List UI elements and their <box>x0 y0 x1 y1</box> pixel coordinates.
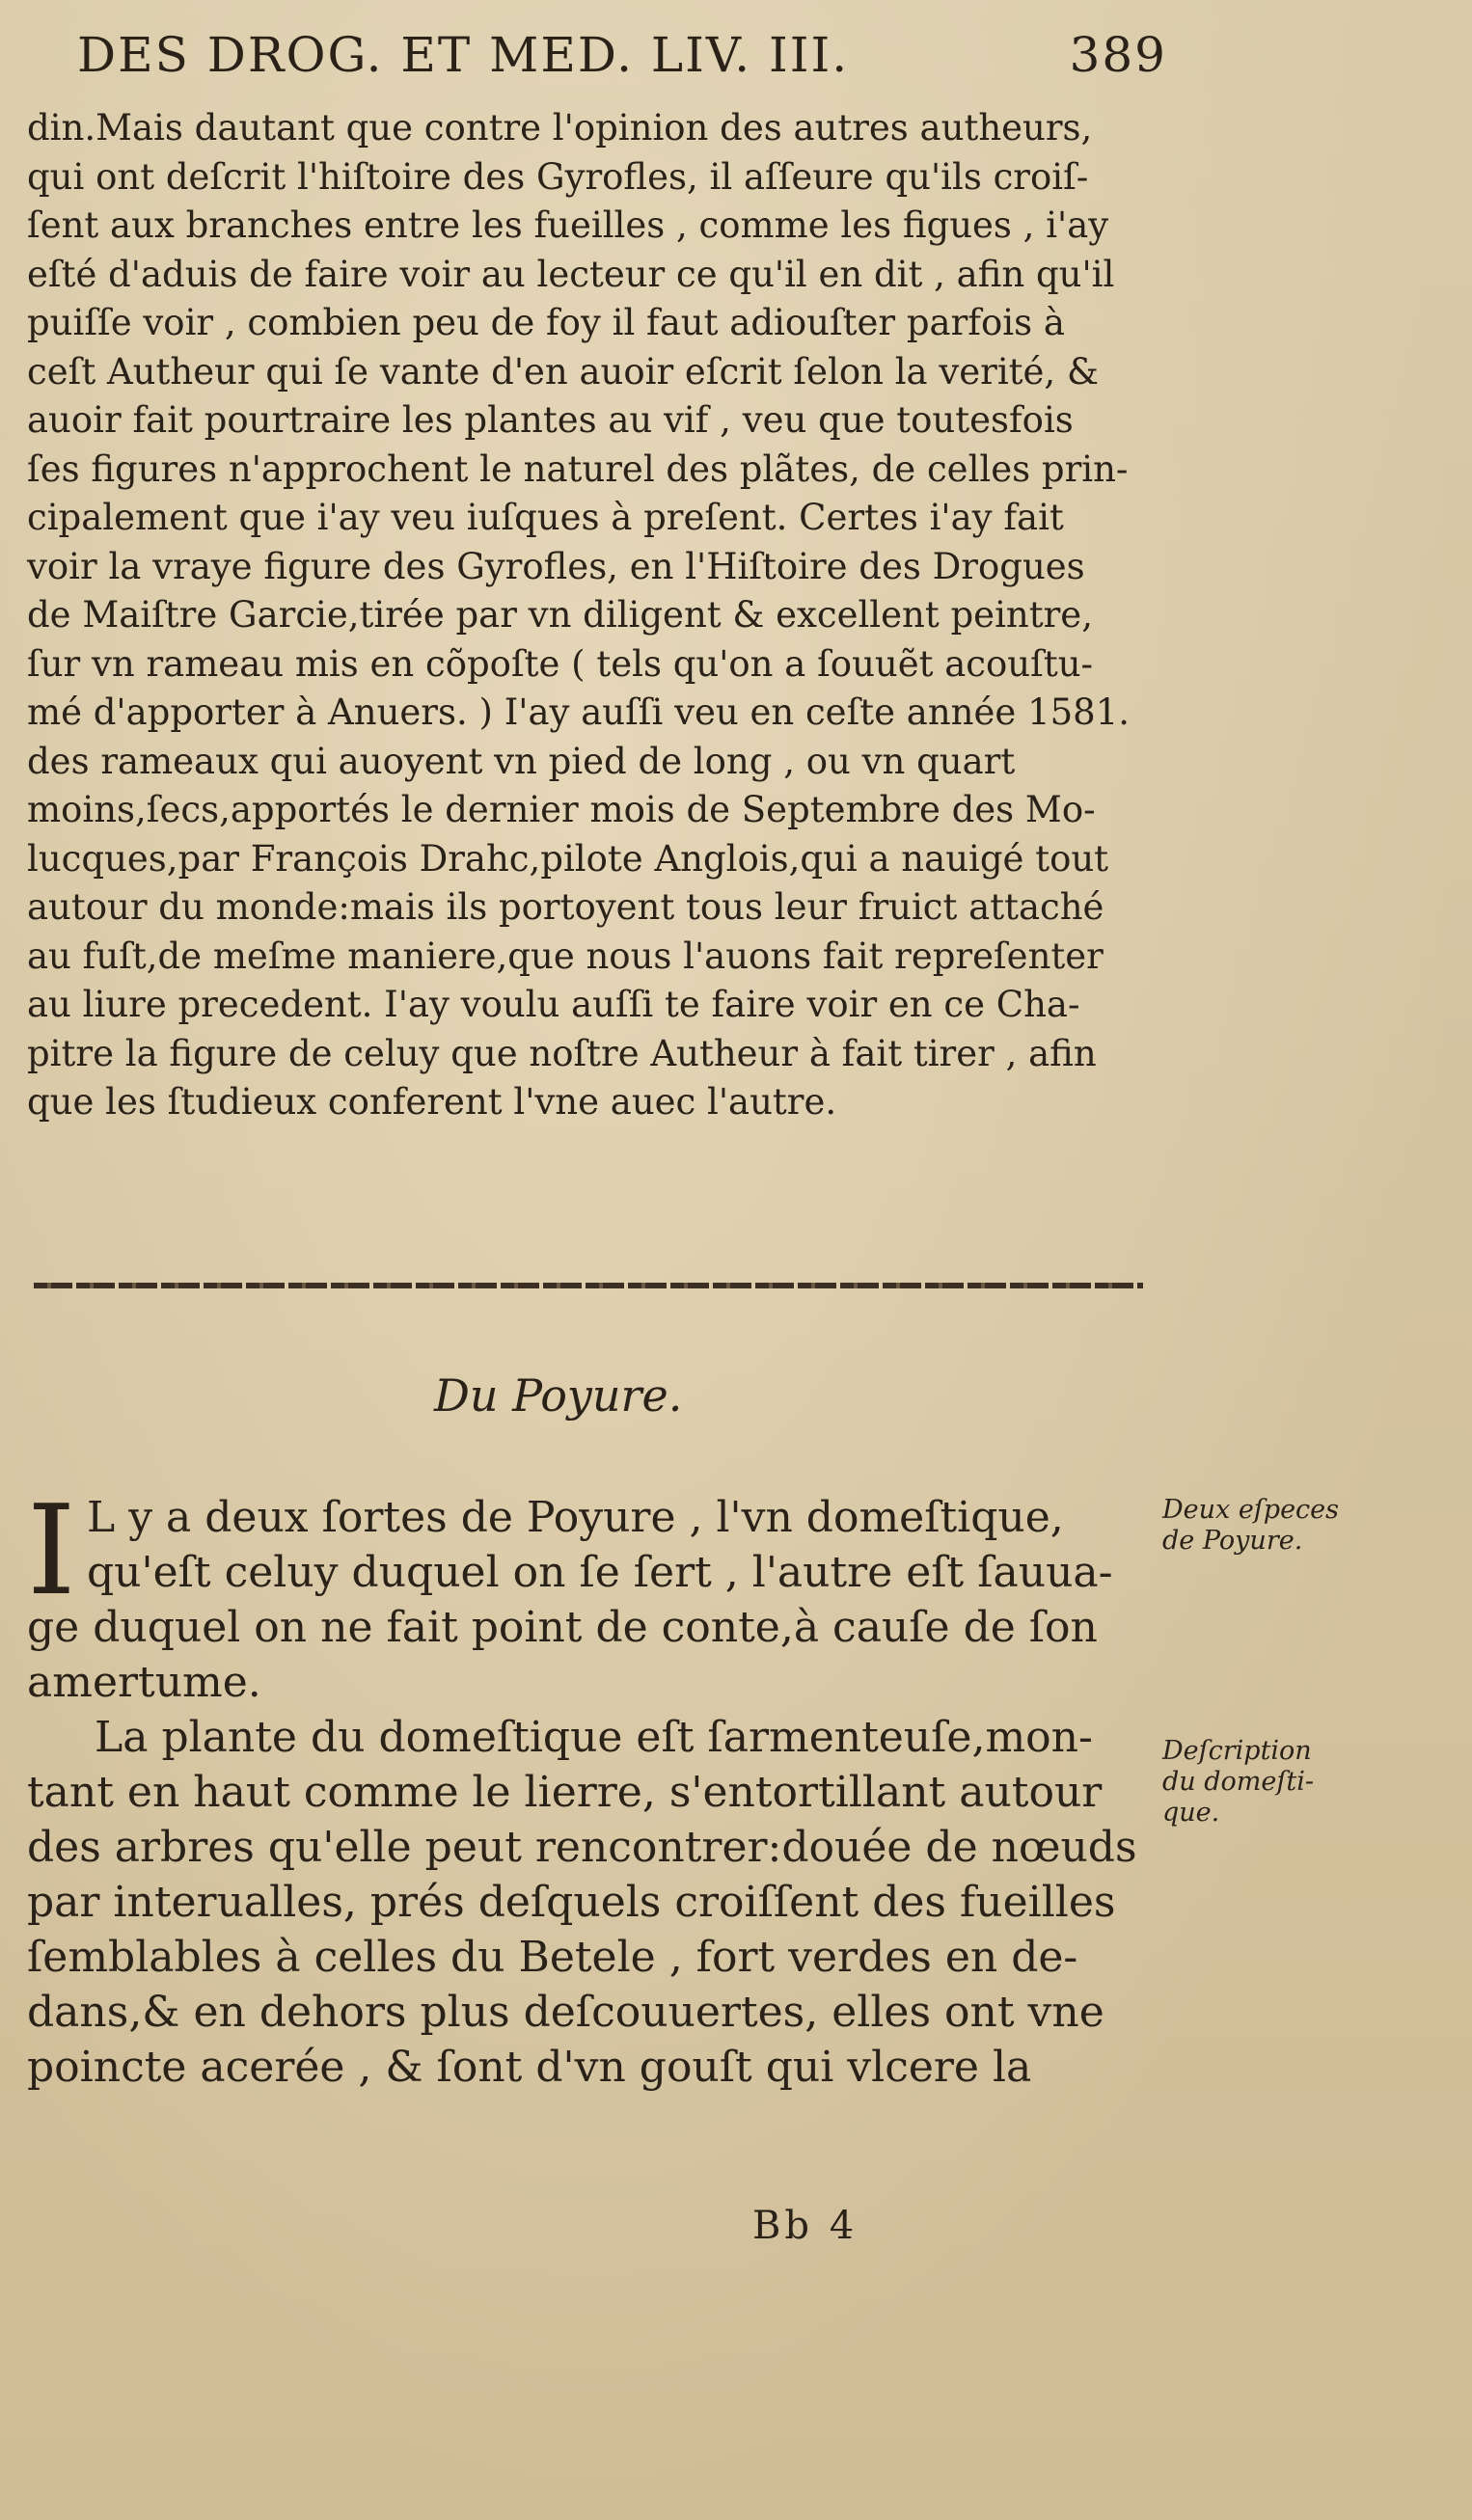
text-line: des arbres qu'elle peut rencontrer:douée de nœuds <box>27 1823 1137 1872</box>
text-line: din.Mais dautant que contre l'opinion des autres autheurs, <box>27 107 1093 149</box>
text-line: au liure precedent. I'ay voulu auſſi te faire voir en ce Cha- <box>27 984 1080 1025</box>
margin-note-species <box>1162 1495 1339 1557</box>
section-divider-rule <box>34 1283 1143 1288</box>
text-line: amertume. <box>27 1658 261 1707</box>
paragraph-pepper <box>27 1479 1156 2095</box>
text-line: pitre la figure de celuy que noſtre Autheur à fait tirer , afin <box>27 1032 1097 1074</box>
text-line: ge duquel on ne fait point de conte,à cauſe de ſon <box>27 1603 1098 1652</box>
text-line: La plante du domeſtique eſt ſarmenteuſe,mon- <box>95 1713 1093 1762</box>
margin-note-line: du domeſti- <box>1162 1767 1314 1797</box>
paragraph-cloves <box>27 104 1156 1127</box>
text-line: de Maiſtre Garcie,tirée par vn diligent & excellent peintre, <box>27 594 1093 636</box>
text-line: qu'eſt celuy duquel on ſe ſert , l'autre eſt ſauua- <box>87 1548 1113 1597</box>
text-line: des rameaux qui auoyent vn pied de long , ou vn quart <box>27 740 1016 782</box>
section-title: Du Poyure. <box>434 1369 683 1422</box>
text-line: que les ſtudieux conferent l'vne auec l'autre. <box>27 1081 837 1123</box>
printer-signature: Bb 4 <box>752 2204 859 2248</box>
text-line: L y a deux ſortes de Poyure , l'vn domeſtique, <box>87 1493 1064 1542</box>
margin-note-line: que. <box>1162 1798 1220 1828</box>
text-line: ceſt Autheur qui ſe vante d'en auoir eſcrit ſelon la verité, & <box>27 350 1099 393</box>
text-line: lucques,par François Drahc,pilote Anglois,qui a nauigé tout <box>27 837 1109 880</box>
text-line: au fuſt,de meſme maniere,que nous l'auons fait repreſenter <box>27 935 1104 977</box>
drop-cap: I <box>27 1479 76 1623</box>
text-line: dans,& en dehors plus deſcouuertes, elles ont vne <box>27 1988 1104 2037</box>
text-line: mé d'apporter à Anuers. ) I'ay auſſi veu en ceſte année 1581. <box>27 691 1130 733</box>
text-line: tant en haut comme le lierre, s'entortillant autour <box>27 1768 1103 1817</box>
text-line: moins,ſecs,apportés le dernier mois de Septembre des Mo- <box>27 789 1096 830</box>
text-line: cipalement que i'ay veu iuſques à preſent. Certes i'ay fait <box>27 497 1064 538</box>
text-line: auoir fait pourtraire les plantes au vif , veu que toutesfois <box>27 399 1074 441</box>
text-line: par interualles, prés deſquels croiſſent des fueilles <box>27 1878 1116 1927</box>
text-line: ſemblables à celles du Betele , fort verdes en de- <box>27 1933 1078 1982</box>
text-line: poincte acerée , & ſont d'vn gouſt qui vlcere la <box>27 2043 1032 2092</box>
text-line: puiſſe voir , combien peu de foy il faut adiouſter parfois à <box>27 302 1065 343</box>
page-number: 389 <box>1069 27 1167 83</box>
text-line: ſur vn rameau mis en cõpoſte ( tels qu'on a ſouuẽt acouſtu- <box>27 642 1094 685</box>
running-title: DES DROG. ET MED. LIV. III. <box>77 27 850 83</box>
margin-note-description <box>1162 1736 1314 1829</box>
text-line: ſes figures n'approchent le naturel des plãtes, de celles prin- <box>27 447 1129 490</box>
running-header <box>77 27 1167 104</box>
text-line: autour du monde:mais ils portoyent tous leur fruict attaché <box>27 886 1104 928</box>
text-line: ſent aux branches entre les fueilles , comme les figues , i'ay <box>27 204 1109 246</box>
text-line: voir la vraye figure des Gyrofles, en l'Hiſtoire des Drogues <box>27 545 1085 587</box>
margin-note-line: de Poyure. <box>1162 1526 1303 1556</box>
margin-note-line: Deſcription <box>1162 1736 1312 1766</box>
margin-note-line: Deux eſpeces <box>1162 1495 1340 1525</box>
text-line: eſté d'aduis de faire voir au lecteur ce qu'il en dit , afin qu'il <box>27 253 1115 295</box>
text-line: qui ont deſcrit l'hiſtoire des Gyrofles, il aſſeure qu'ils croiſ- <box>27 155 1089 198</box>
